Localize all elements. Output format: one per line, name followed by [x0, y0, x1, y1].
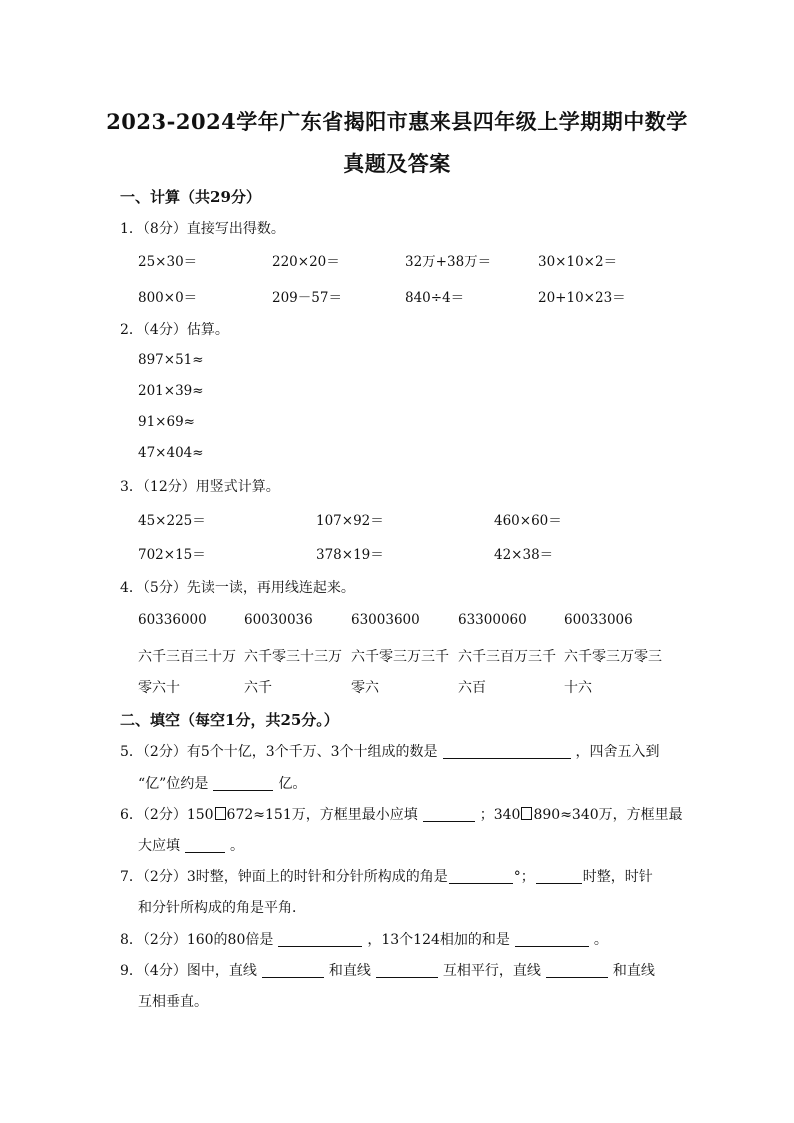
q2-estimate-item: 201×39≈ [138, 383, 204, 399]
question-5-line-1 [120, 741, 660, 761]
q4-word-bottom: 十六 [564, 680, 592, 696]
q6-square-box [521, 807, 532, 820]
q9-text: 和直线 [328, 963, 371, 979]
document-title-line-2: 真题及答案 [343, 151, 451, 176]
q1-expression: 25×30＝ [138, 254, 198, 270]
q1-expression: 20+10×23＝ [538, 290, 626, 306]
q1-expression: 30×10×2＝ [538, 254, 618, 270]
question-4-stem: 4．（5分）先读一读，再用线连起来。 [120, 580, 355, 596]
q4-word-bottom: 零六十 [138, 680, 180, 696]
q5-answer-blank-rounded[interactable] [213, 776, 273, 791]
q3-expression: 378×19＝ [316, 547, 384, 563]
section-heading-fill-in: 二、填空（每空1分，共25分。） [120, 711, 339, 729]
q4-word-top: 六千三百万三千 [458, 649, 556, 665]
q7-text: 7．（2分）3时整，钟面上的时针和分针所构成的角是 [120, 869, 448, 885]
q8-text: 。 [593, 932, 608, 948]
q9-text: 互相平行，直线 [442, 963, 541, 979]
question-5-line-2 [138, 773, 306, 793]
q1-expression: 220×20＝ [272, 254, 340, 270]
q3-expression: 460×60＝ [494, 513, 562, 529]
question-2-stem: 2．（4分）估算。 [120, 322, 229, 338]
q4-word-top: 六千三百三十万 [138, 649, 236, 665]
question-9-line-2: 互相垂直。 [138, 994, 208, 1010]
q9-text: 9．（4分）图中，直线 [120, 963, 257, 979]
question-3-stem: 3．（12分）用竖式计算。 [120, 479, 280, 495]
q9-answer-blank-line-1[interactable] [262, 963, 324, 978]
q6-text: 6．（2分）150 [120, 807, 214, 823]
question-7-line-2: 和分针所构成的角是平角． [138, 900, 306, 916]
q5-text: ，四舍五入到 [575, 744, 660, 760]
q1-expression: 32万+38万＝ [405, 254, 492, 270]
q8-text: 8．（2分）160的80倍是 [120, 932, 274, 948]
q3-expression: 45×225＝ [138, 513, 206, 529]
question-1-stem: 1．（8分）直接写出得数。 [120, 221, 285, 237]
question-8-line [120, 929, 608, 949]
q3-expression: 107×92＝ [316, 513, 384, 529]
q4-number: 60033006 [564, 612, 633, 628]
q5-text: 5．（2分）有5个十亿，3个千万、3个十组成的数是 [120, 744, 438, 760]
q1-expression: 209－57＝ [272, 290, 342, 306]
q4-number: 63003600 [351, 612, 420, 628]
question-6-line-1 [120, 804, 683, 824]
q4-word-top: 六千零三万零三 [564, 649, 662, 665]
q5-text: “亿”位约是 [138, 776, 209, 792]
q7-answer-blank-hour[interactable] [536, 869, 582, 884]
q7-text: °； [513, 869, 535, 885]
q6-square-box [215, 807, 226, 820]
q1-expression: 840÷4＝ [405, 290, 465, 306]
q6-text: 大应填 [138, 838, 180, 854]
question-7-line-1 [120, 866, 653, 886]
q4-word-bottom: 零六 [351, 680, 379, 696]
q6-text: 672≈151万，方框里最小应填 [226, 807, 418, 823]
q9-answer-blank-line-3[interactable] [546, 963, 608, 978]
q9-text: 和直线 [612, 963, 655, 979]
q6-text: ；340 [479, 807, 521, 823]
q4-word-bottom: 六千 [244, 680, 272, 696]
q2-estimate-item: 897×51≈ [138, 352, 204, 368]
question-6-line-2 [138, 835, 244, 855]
q7-answer-blank-angle[interactable] [449, 869, 513, 884]
q8-answer-blank-product[interactable] [278, 932, 362, 947]
q4-word-top: 六千零三十三万 [244, 649, 342, 665]
question-9-line-1 [120, 960, 655, 980]
q8-text: ，13个124相加的和是 [367, 932, 510, 948]
q6-text: 890≈340万，方框里最 [533, 807, 683, 823]
q1-expression: 800×0＝ [138, 290, 198, 306]
q8-answer-blank-sum[interactable] [515, 932, 589, 947]
q3-expression: 42×38＝ [494, 547, 554, 563]
q5-answer-blank-number[interactable] [443, 744, 571, 759]
q9-answer-blank-line-2[interactable] [376, 963, 438, 978]
q6-text: 。 [230, 838, 244, 854]
q4-number: 63300060 [458, 612, 527, 628]
q2-estimate-item: 47×404≈ [138, 445, 204, 461]
q3-expression: 702×15＝ [138, 547, 206, 563]
q6-answer-blank-min[interactable] [423, 807, 475, 822]
q4-word-top: 六千零三万三千 [351, 649, 449, 665]
document-title-line-1: 2023-2024学年广东省揭阳市惠来县四年级上学期期中数学 [106, 109, 688, 134]
q7-text: 时整，时针 [582, 869, 653, 885]
q4-number: 60030036 [244, 612, 313, 628]
q6-answer-blank-max[interactable] [185, 838, 225, 853]
q2-estimate-item: 91×69≈ [138, 414, 195, 430]
q4-number: 60336000 [138, 612, 207, 628]
q4-word-bottom: 六百 [458, 680, 486, 696]
q5-text: 亿。 [278, 776, 307, 792]
section-heading-calculation: 一、计算（共29分） [120, 188, 261, 206]
